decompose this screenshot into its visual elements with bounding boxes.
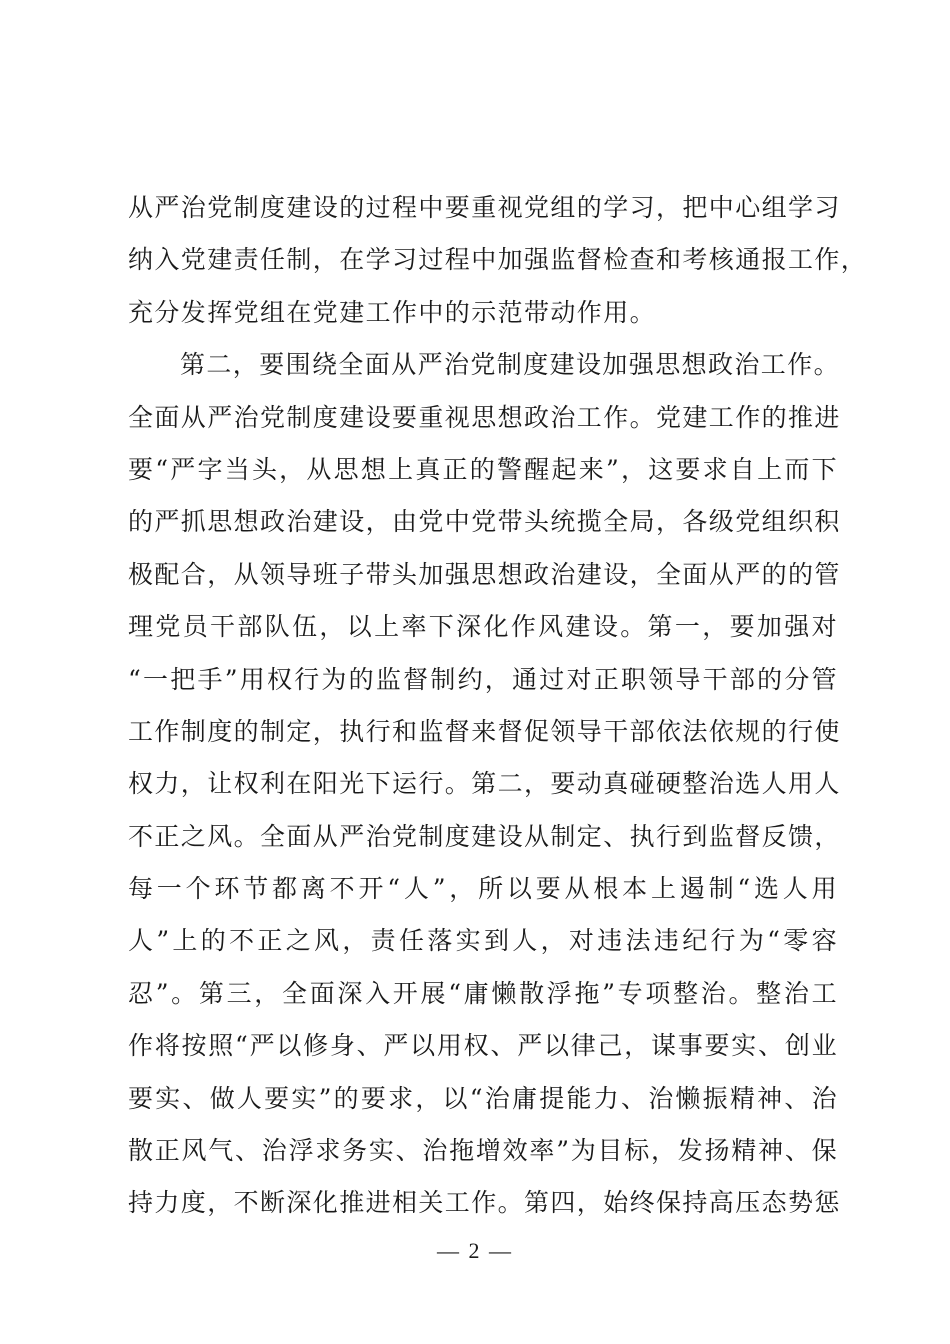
paragraph-start-line: 第二，要围绕全面从严治党制度建设加强思想政治工作。 <box>180 350 841 380</box>
text-line: 要“严字当头，从思想上真正的警醒起来”，这要求自上而下 <box>128 454 838 484</box>
text-line: “一把手”用权行为的监督制约，通过对正职领导干部的分管 <box>128 664 838 694</box>
text-line: 理党员干部队伍，以上率下深化作风建设。第一，要加强对 <box>128 612 838 642</box>
text-line: 纳入党建责任制，在学习过程中加强监督检查和考核通报工作， <box>128 245 868 275</box>
text-line: 充分发挥党组在党建工作中的示范带动作用。 <box>128 297 657 327</box>
text-line: 作将按照“严以修身、严以用权、严以律己，谋事要实、创业 <box>128 1031 838 1061</box>
text-line: 极配合，从领导班子带头加强思想政治建设，全面从严的的管 <box>128 559 841 589</box>
text-line: 工作制度的制定，执行和监督来督促领导干部依法依规的行使 <box>128 716 841 746</box>
text-line: 要实、做人要实”的要求，以“治庸提能力、治懒振精神、治 <box>128 1083 838 1113</box>
text-line: 不正之风。全面从严治党制度建设从制定、执行到监督反馈， <box>128 821 841 851</box>
text-line: 从严治党制度建设的过程中要重视党组的学习，把中心组学习 <box>128 193 841 222</box>
text-line: 权力，让权利在阳光下运行。第二，要动真碰硬整治选人用人 <box>128 769 841 799</box>
text-line: 全面从严治党制度建设要重视思想政治工作。党建工作的推进 <box>128 402 841 432</box>
text-line: 的严抓思想政治建设，由党中党带头统揽全局，各级党组织积 <box>128 507 841 537</box>
text-line: 忍”。第三，全面深入开展“庸懒散浮拖”专项整治。整治工 <box>128 978 838 1008</box>
page-number: — 2 — <box>437 1238 513 1263</box>
text-line: 持力度，不断深化推进相关工作。第四，始终保持高压态势惩 <box>128 1188 841 1218</box>
text-line: 人”上的不正之风，责任落实到人，对违法违纪行为“零容 <box>128 926 838 956</box>
text-line: 散正风气、治浮求务实、治拖增效率”为目标，发扬精神、保 <box>128 1136 838 1166</box>
text-line: 每一个环节都离不开“人”，所以要从根本上遏制“选人用 <box>128 874 838 904</box>
body-text <box>128 182 868 1230</box>
